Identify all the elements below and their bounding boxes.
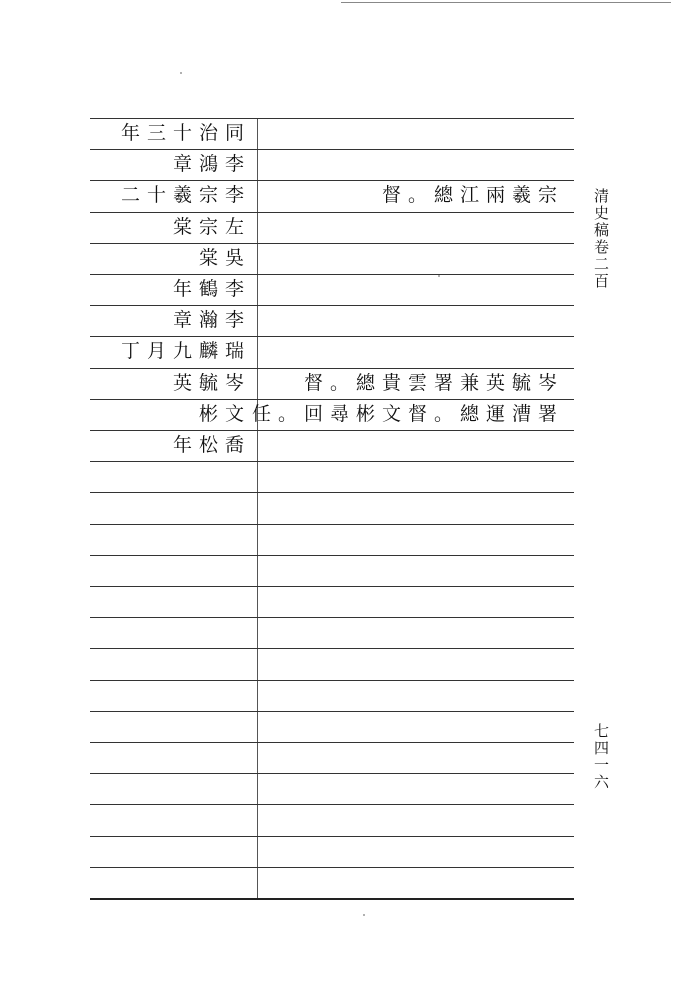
note-cell bbox=[264, 368, 564, 399]
note-cell bbox=[264, 836, 564, 867]
table-row bbox=[90, 742, 574, 773]
note-cell bbox=[264, 149, 564, 180]
note-cell bbox=[264, 461, 564, 492]
table-row bbox=[90, 180, 574, 211]
name-text: 章鴻李 bbox=[172, 153, 251, 176]
name-cell bbox=[94, 617, 251, 648]
table-row bbox=[90, 305, 574, 336]
table-row bbox=[90, 492, 574, 523]
table-row bbox=[90, 524, 574, 555]
name-cell bbox=[94, 305, 251, 336]
name-cell bbox=[94, 711, 251, 742]
note-text: 督。總江兩羲宗 bbox=[381, 184, 564, 207]
name-cell bbox=[94, 555, 251, 586]
note-cell bbox=[264, 804, 564, 835]
name-cell bbox=[94, 368, 251, 399]
note-text: 任。回尋彬文督。總運漕署 bbox=[251, 402, 564, 425]
table-bottom-rule bbox=[90, 898, 574, 900]
note-cell bbox=[264, 524, 564, 555]
note-cell bbox=[264, 430, 564, 461]
name-cell bbox=[94, 773, 251, 804]
name-cell bbox=[94, 586, 251, 617]
name-cell bbox=[94, 149, 251, 180]
note-cell bbox=[264, 492, 564, 523]
note-text: 督。總貴雲署兼英毓岑 bbox=[303, 371, 564, 394]
table-row bbox=[90, 804, 574, 835]
page-number: 七四一六 bbox=[592, 723, 610, 791]
name-text: 二十羲宗李 bbox=[120, 184, 251, 207]
name-cell bbox=[94, 399, 251, 430]
scan-speck bbox=[363, 914, 365, 916]
table-row bbox=[90, 680, 574, 711]
note-cell bbox=[264, 180, 564, 211]
scan-speck bbox=[180, 72, 182, 74]
name-text: 年松喬 bbox=[172, 434, 251, 456]
note-cell bbox=[264, 274, 564, 305]
table-row bbox=[90, 555, 574, 586]
table-row bbox=[90, 399, 574, 430]
official-table bbox=[90, 118, 574, 900]
name-cell bbox=[94, 336, 251, 367]
table-row bbox=[90, 711, 574, 742]
name-cell bbox=[94, 212, 251, 243]
note-cell bbox=[264, 555, 564, 586]
name-cell bbox=[94, 836, 251, 867]
note-cell bbox=[264, 305, 564, 336]
note-cell bbox=[264, 617, 564, 648]
table-row bbox=[90, 118, 574, 149]
name-text: 棠宗左 bbox=[172, 215, 251, 238]
name-text: 英毓岑 bbox=[172, 371, 251, 394]
note-cell bbox=[264, 773, 564, 804]
note-cell bbox=[251, 399, 564, 430]
table-row bbox=[90, 336, 574, 367]
volume-title: 清史稿卷二百 bbox=[592, 188, 610, 290]
table-row bbox=[90, 773, 574, 804]
name-cell bbox=[94, 804, 251, 835]
note-cell bbox=[264, 212, 564, 243]
table-row bbox=[90, 430, 574, 461]
table-row bbox=[90, 149, 574, 180]
note-cell bbox=[264, 867, 564, 898]
table-row bbox=[90, 274, 574, 305]
name-cell bbox=[94, 648, 251, 679]
name-cell bbox=[94, 180, 251, 211]
table-row bbox=[90, 243, 574, 274]
table-row bbox=[90, 648, 574, 679]
name-cell bbox=[94, 524, 251, 555]
table-row bbox=[90, 461, 574, 492]
name-cell bbox=[94, 118, 251, 149]
name-text: 年三十治同 bbox=[120, 122, 251, 144]
note-cell bbox=[264, 680, 564, 711]
name-cell bbox=[94, 867, 251, 898]
table-row bbox=[90, 586, 574, 617]
name-cell bbox=[94, 430, 251, 461]
name-text: 彬文 bbox=[198, 402, 251, 425]
note-cell bbox=[264, 118, 564, 149]
note-cell bbox=[264, 742, 564, 773]
name-cell bbox=[94, 274, 251, 305]
top-rule bbox=[341, 2, 671, 3]
note-cell bbox=[264, 243, 564, 274]
name-cell bbox=[94, 680, 251, 711]
table-row bbox=[90, 867, 574, 898]
scan-speck bbox=[438, 275, 440, 277]
note-cell bbox=[264, 711, 564, 742]
table-row bbox=[90, 212, 574, 243]
name-cell bbox=[94, 742, 251, 773]
name-text: 章瀚李 bbox=[172, 309, 251, 332]
note-cell bbox=[264, 648, 564, 679]
table-row bbox=[90, 836, 574, 867]
table-row bbox=[90, 368, 574, 399]
table-row bbox=[90, 617, 574, 648]
name-cell bbox=[94, 461, 251, 492]
name-text: 棠吳 bbox=[198, 246, 251, 269]
name-cell bbox=[94, 492, 251, 523]
name-text: 丁月九麟瑞 bbox=[120, 340, 251, 363]
note-cell bbox=[264, 336, 564, 367]
name-text: 年鶴李 bbox=[172, 278, 251, 300]
note-cell bbox=[264, 586, 564, 617]
name-cell bbox=[94, 243, 251, 274]
